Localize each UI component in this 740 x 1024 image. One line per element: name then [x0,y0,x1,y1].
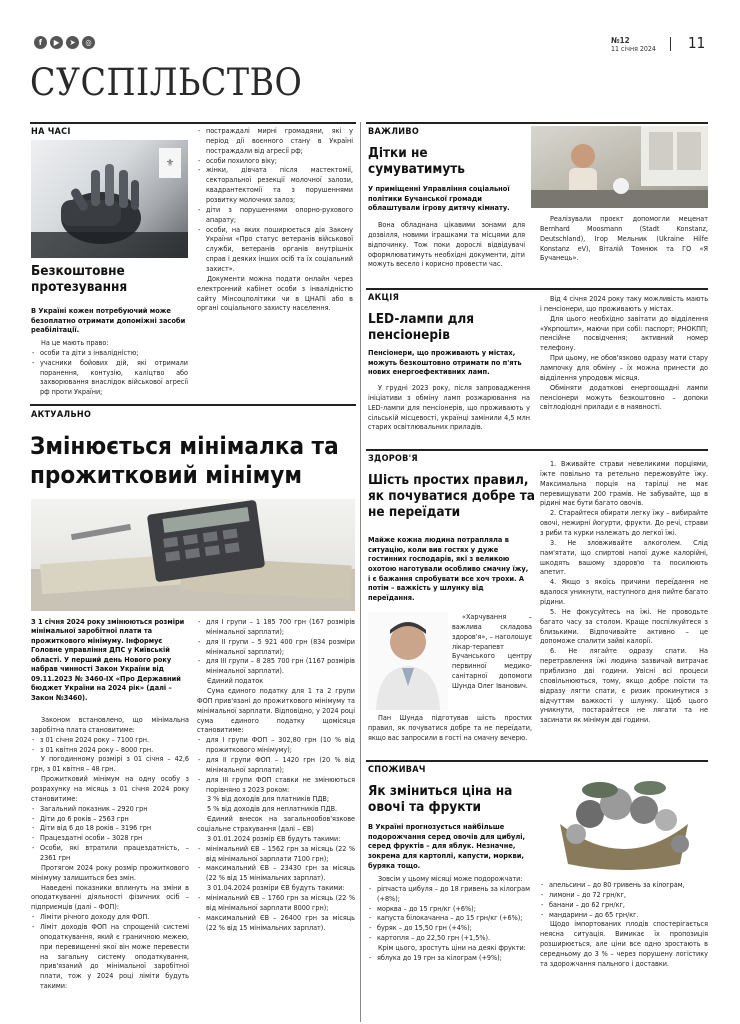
vegetables-illustration [540,764,708,874]
rule-action [366,288,708,290]
list-item: - постраждалі мирні громадяни, які у період дії воєнного стану в Україні постраждали від агресії рф; [197,126,353,156]
label-aktualno: АКТУАЛЬНО [31,410,92,420]
list-item: - Ліміт доходів ФОП на спрощеній системі оподаткування, який є граничною межею, при перевищенні якої він може перевести на загальну систему оподаткування, прив'язаний до мінімальної заробітної плати, тож у 2024 році ліміти будуть такими: [31,922,189,991]
lead-protezuvannya: В Україні кожен потребуючий може безоплатно отримати допоміжні засоби реабілітації. [31,306,186,335]
youtube-icon[interactable]: ▶ [50,36,63,49]
list-eligible-1 [31,348,188,397]
body-minimalka-col1 [31,715,189,991]
body-protezuvannya-col2 [197,126,353,313]
body-health-rules [540,459,708,725]
list-item: - максимальний ЄВ – 23430 грн за місяць (22 % від 15 мінімальних зарплат). [197,863,355,883]
rule-3: 3. Не зловживайте алкоголем. Слід пам'ятати, що спиртові напої дуже калорійні, шкодять вашому здоров'ю та посилюють апетит. [540,537,708,577]
header-divider [670,37,671,51]
top-rule-left [30,122,356,124]
issue-date: 11 січня 2024 [611,45,656,54]
text-min-1: Законом встановлено, що мінімальна заробітна плата становитиме: [31,715,189,734]
text-ditky-1: Вона обладнана цікавими зонами для дозвілля, новими іграшками та місцями для відпочинку. Тож поки дорослі відвідувачі оформлюватимуть необхідні документи, діти можуть весело і корисно провести час. [368,220,525,269]
label-vazhlyvo: ВАЖЛИВО [368,127,420,137]
text-outro: Документи можна подати онлайн через електронний кабінет особи з інвалідністю сайту Мінсоцполітики чи в ЦНАПі або в органі соціального захисту населення. [197,273,353,313]
list-item: - апельсини – до 80 гривень за кілограм, [540,880,708,890]
text-ditky-2: Реалізували проєкт допомогли меценат Bernhard Moosmann (Stadt Konstanz, Deutschland), Ігор Мельник (Ukraine Hilfe Konstanz eV), Віталій Томнюк та ГО «Я Бучанець». [540,214,708,263]
list-ev-jan [197,844,355,883]
list-item: - для ІІІ групи – 8 285 700 грн (1167 розмірів мінімальної зарплати). [197,656,355,676]
text-min-9: 3 01.01.2024 розмір ЄВ будуть такими: [207,833,341,843]
list-item: - мандарини – до 65 грн/кг. [540,910,708,920]
list-item: - ріпчаста цибуля – до 18 гривень за кілограм (+8%); [368,884,530,904]
top-rule-right [366,122,708,124]
lead-health: Майже кожна людина потрапляла в ситуацію, коли вив гостях у дуже гостинних господарів, які з великою охотою наготували особливо смачну їжу, і є бажання спробувати все хоч трохи. А потім – важкість у шлунку від переїдання. [368,535,529,602]
list-item: - учасники бойових дій, які отримали поранення, контузію, каліцтво або захворювання внаслідок військової агресії рф проти України; [31,358,188,397]
list-item: - для ІІІ групи ФОП ставки не змінюються порівняно з 2023 роком: [197,775,355,795]
text-prices-3: Щодо імпортованих плодів спостерігається неясна ситуація. Вимикає їх пропозиція розширюється, але ціни все одно зростають в середньому до 3 % – через порушену логістику та здорожчання пального і доставки. [540,919,708,968]
list-item: - діти з порушеннями опорно-рухового апарату; [197,205,353,225]
robot-hand-illustration [31,140,188,258]
text-led-5: Обміняти додаткові енергоощадні лампи пенсіонери можуть безкоштовно – допоки світлодіодні прилади є в наявності. [540,382,708,412]
text-led-3: Для цього необхідно завітати до відділення «Укрпошти», маючи при собі: паспорт; РНОКПП; пенсійне посвідчення; активний номер телефону. [540,313,708,353]
list-item: - жінки, дівчата після мастектомії, секторальної резекції молочної залози, квадрантектомії та з порушеннями розвитку молочних залоз; [197,165,353,204]
facebook-icon[interactable]: f [34,36,47,49]
list-item: - мінімальний ЄВ – 1760 грн за місяць (22 % від мінімальної зарплати 8000 грн); [197,893,355,913]
lead-minimalka: З 1 січня 2024 року змінюються розміри мінімальної заробітної плати та прожиткового мінімуму. Інформує Головне управління ДПС у Київській області. У перший день Нового року набрав чинності Закон України від 09.11.2023 № 3460-IX «Про Державний бюджет України на 2024 рік» (далі – Закон №3460). [31,617,185,702]
list-fruits-2 [540,880,708,919]
list-item: - з 01 січня 2024 року – 7100 грн. [31,735,189,745]
doctor-quote [452,612,532,691]
title-protezuvannya: Безкоштовне протезування [31,263,128,295]
text-min-7: Сума єдиного податку для 1 та 2 групи ФОП прив'язані до прожиткового мінімуму та мінімальної зарплати. Відповідно, у 2024 році сума єдиного податку щомісяця становитиме: [197,686,355,735]
text-vat-2: 5 % від доходів для неплатників ПДВ. [207,804,338,814]
column-divider [360,122,361,1022]
list-item: - лимони – до 72 грн/кг, [540,890,708,900]
instagram-icon[interactable]: ◎ [82,36,95,49]
list-item: - для ІІ групи ФОП – 1420 грн (20 % від мінімальної зарплати); [197,755,355,775]
label-zdorovya: ЗДОРОВ'Я [368,454,418,464]
telegram-icon[interactable]: ➤ [66,36,79,49]
list-item: - банани – до 62 грн/кг, [540,900,708,910]
list-item: - максимальний ЄВ – 26400 грн за місяць (22 % від 15 мінімальних зарплат). [197,913,355,933]
text-prices-2: Крім цього, зростуть ціни на деякі фрукти: [378,943,526,953]
body-prices-col1 [368,874,530,963]
text-led-1: У грудні 2023 року, після запровадження ініціативи з обміну ламп розжарювання на LED-лампи для пенсіонерів, що проживають у сільській місцевості, українці замінили 4,5 млн старих освітлювальних приладів. [368,383,530,432]
rule-5: 5. Не фокусуйтесь на їжі. Не проводьте багато часу за столом. Краще поспілкуйтеся з близькими. Відпочивайте активно – це допоможе спалити зайві калорії. [540,606,708,646]
text-min-10: 3 01.04.2024 розміри ЄВ будуть такими: [207,883,345,893]
list-item: - Працездатні особи – 3028 грн [31,833,189,843]
text-led-4: При цьому, не обов'язково одразу мати стару лампочку для обміну – їх можна принести до відділення упродовж місяця. [540,353,708,382]
text-prices-1: Зовсім у цьому місяці може подорожчати: [378,874,523,883]
body-minimalka-col2 [197,617,355,933]
title-prices: Як зміниться ціна на овочі та фрукти [368,783,513,815]
rule-health [366,449,708,451]
text-health-1: Пан Шунда підготував шість простих правил, як почуватися добре та не переїдати, якщо вас запросили в гості на смачну вечерю. [368,713,532,742]
list-item: - Загальний показник – 2920 грн [31,804,189,814]
list-item: - Діти до 6 років – 2563 грн [31,814,189,824]
doctor-photo [368,612,448,710]
playroom-illustration [531,126,708,208]
text-quote: «Харчування – важлива складова здоров'я», – наголошує лікар-терапевт Бучанського центру первинної медико-санітарної допомоги Шунда Олег Іванович. [452,612,532,691]
text-led-2: Від 4 січня 2024 року таку можливість мають і пенсіонери, що проживають у містах. [540,294,708,313]
body-ditky-col2 [540,214,708,263]
list-item: - особи похилого віку; [197,156,353,166]
playroom-image [531,126,708,208]
list-item: - для І групи ФОП – 302,80 грн (10 % від прожиткового мінімуму); [197,735,355,755]
list-item: - особи, на яких поширюється дія Закону України «Про статус ветеранів військової служби, ветеранів органів внутрішніх справ і деяких інших осіб та їх соціальний захист». [197,225,353,274]
list-fruits-1 [368,953,530,963]
list-item: - буряк – до 15,50 грн (+4%); [368,923,530,933]
text-min-5: Наведені показники вплинуть на зміни в оподаткуванні діяльності фізичних осіб – підприємців (далі – ФОП): [31,882,189,912]
body-led-col1 [368,383,530,432]
rule-6: 6. Не лягайте одразу спати. На перетравлення їжі людина зазвичай витрачає приблизно дві години. Увісні всі процеси сповільнюються, тому, якщо добре поїсти та відразу лягти спати, є ризик прокинутися з відчуттям важкості у шлунку. Щоб цього уникнути, постарайтеся не лягати та не засинати як мінімум дві години. [540,646,708,725]
body-protezuvannya-col1 [31,338,188,397]
page-number: 11 [688,34,706,52]
text-min-8: Єдиний внесок на загальнообов'язкове соціальне страхування (далі – ЄВ) [197,814,355,834]
list-subsistence [31,804,189,863]
list-ev-apr [197,893,355,932]
rule-1: 1. Вживайте страви невеликими порціями, їжте повільно та ретельно пережовуйте їжу. Максимальна порція на тарілці не має перевищувати 200 грамів. Не забувайте, що в рідині має бути багато овочів. [540,459,708,508]
vegetables-image [540,764,708,874]
list-item: - Діти від 6 до 18 років – 3196 грн [31,823,189,833]
calculator-money-image [31,499,355,611]
section-title: СУСПІЛЬСТВО [30,61,303,104]
list-vegetables [368,884,530,943]
svg-text:⚜: ⚜ [165,158,175,169]
list-item: - для І групи – 1 185 700 грн (167 розмірів мінімальної зарплати); [197,617,355,637]
list-item: - Ліміти річного доходу для ФОП. [31,912,189,922]
lead-prices: В Україні прогнозується найбільше подорожчання серед овочів для цибулі, серед фруктів – для яблук. Незначне, зокрема для картоплі, капусти, моркви, буряка тощо. [368,822,526,870]
list-item: - особи та діти з інвалідністю; [31,348,188,358]
list-fop-groups [197,617,355,676]
social-icons [34,36,95,49]
title-ditky: Дітки не сумуватимуть [368,145,465,177]
robot-hand-image [31,140,188,258]
text-min-4: Протягом 2024 року розмір прожиткового мінімуму залишиться без змін. [31,862,189,882]
list-fop-limits [31,912,189,991]
list-item: - Особи, які втратили працездатність, – 2361 грн [31,843,189,863]
rule-actual [30,404,356,406]
title-health: Шість простих правил, як почуватися добре та не переїдати [368,472,535,520]
label-spozhyvach: СПОЖИВАЧ [368,765,426,775]
lead-led: Пенсіонери, що проживають у містах, можуть безкоштовно отримати по п'ять нових енергоефективних ламп. [368,348,522,377]
doctor-illustration [368,612,448,710]
text-vat-1: 3 % від доходів для платників ПДВ; [207,794,330,804]
list-item: - морква – до 15 грн/кг (+6%); [368,904,530,914]
title-minimalka: Змінюється мінімалка та прожитковий мінімум [30,432,339,489]
list-min-wage [31,735,189,755]
rule-consumer [366,760,708,762]
text-min-6: Єдиний податок [207,676,264,686]
lead-ditky: У приміщенні Управління соціальної політики Бучанської громади облаштували ігрову дитячу кімнату. [368,184,510,213]
list-item: - для ІІ групи – 5 921 400 грн (834 розміри мінімальної зарплати); [197,637,355,657]
calculator-money-illustration [31,499,355,611]
issue-info [611,36,656,53]
list-item: - з 01 квітня 2024 року – 8000 грн. [31,745,189,755]
text-intro: На це мають право: [41,338,109,347]
body-ditky-col1 [368,220,525,269]
list-item: - капуста білокачанна – до 15 грн/кг (+6%); [368,913,530,923]
list-item: - яблука до 19 грн за кілограм (+9%); [368,953,530,963]
list-single-tax [197,735,355,794]
list-eligible-2 [197,126,353,274]
label-aktsiya: АКЦІЯ [368,293,400,303]
label-na-chasi: НА ЧАСІ [31,127,71,137]
text-min-2: У погодинному розмірі з 01 січня – 42,6 грн, з 01 квітня – 48 грн. [31,754,189,774]
body-health-col1 [368,713,532,743]
title-led: LED-лампи для пенсіонерів [368,311,475,343]
list-item: - мінімальний ЄВ – 1562 грн за місяць (22 % від мінімальної зарплати 7100 грн); [197,844,355,864]
text-min-3: Прожитковий мінімум на одну особу з розрахунку на місяць з 01 січня 2024 року становитиме: [31,774,189,803]
list-item: - картопля – до 22,50 грн (+1,5%). [368,933,530,943]
issue-number: №12 [611,36,630,45]
rule-2: 2. Старайтеся обирати легку їжу – вибирайте овочі, нежирні йогурти, фрукти. До речі, страви з риби та курки належать до легкої їжі. [540,508,708,538]
rule-4: 4. Якщо з якоїсь причини переїдання не вдалося уникнути, наступного дня пийте багато рідини. [540,577,708,607]
body-prices-col2 [540,880,708,969]
body-led-col2 [540,294,708,412]
